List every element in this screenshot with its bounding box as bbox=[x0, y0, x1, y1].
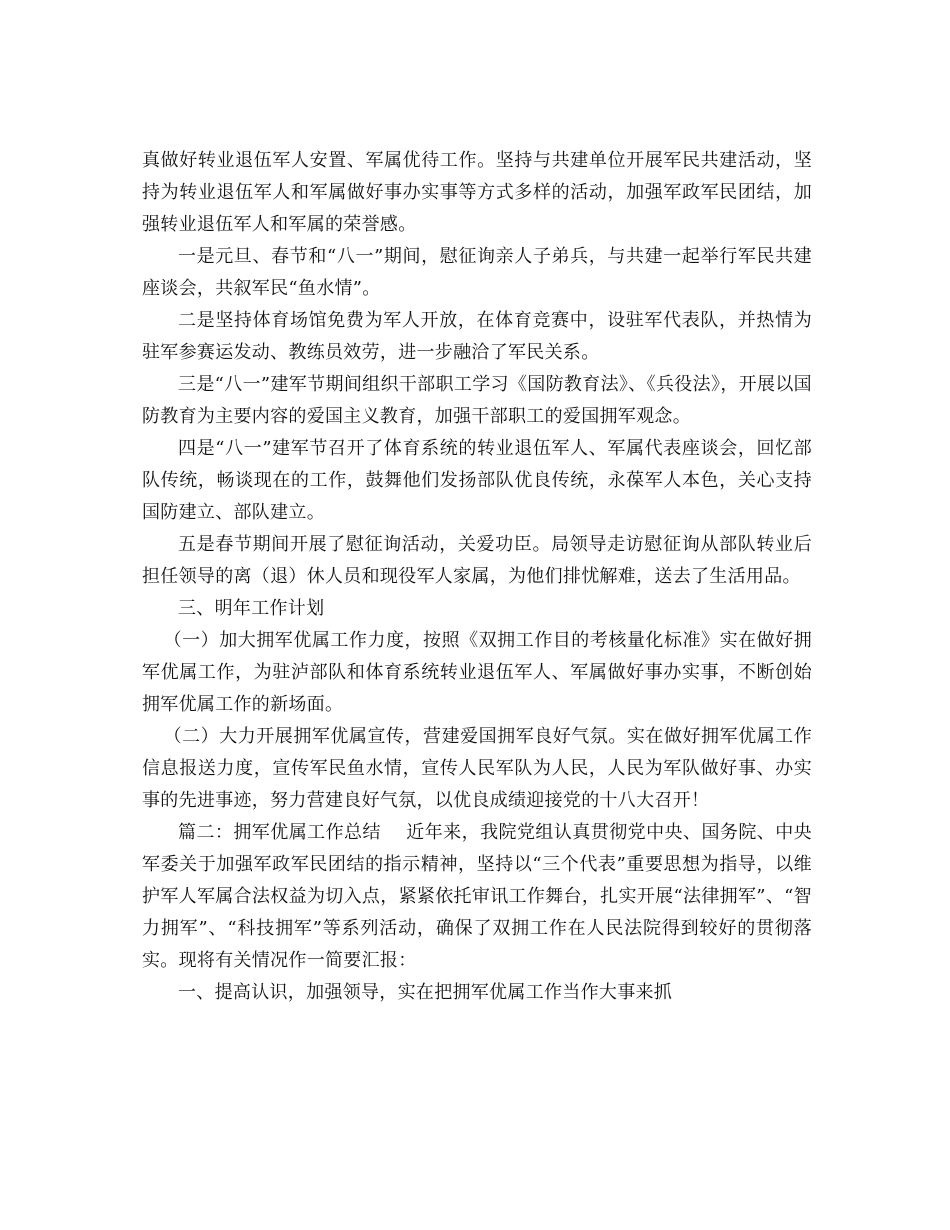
paragraph-item-2: 二是坚持体育场馆免费为军人开放，在体育竞赛中，设驻军代表队，并热情为驻军参赛运发动、教练员效劳，进一步融洽了军民关系。 bbox=[142, 310, 812, 363]
paragraph-item-5: 五是春节期间开展了慰征询活动，关爱功臣。局领导走访慰征询从部队转业后担任领导的离（退）休人员和现役军人家属，为他们排忧解难，送去了生活用品。 bbox=[142, 534, 812, 587]
part-two-title: 篇二：拥军优属工作总结 bbox=[178, 822, 381, 843]
part-two-intro: 近年来，我院党组认真贯彻党中央、国务院、中央军委关于加强军政军民团结的指示精神，坚持以“三个代表”重要思想为指导，以维护军人军属合法权益为切入点，紧紧依托审讯工作舞台，扎实开展“法律拥军”、“智力拥军”、“科技拥军”等系列活动，确保了双拥工作在人民法院得到较好的贯彻落实。现将有关情况作一简要汇报： bbox=[142, 822, 812, 971]
paragraph-plan-1: （一）加大拥军优属工作力度，按照《双拥工作目的考核量化标准》实在做好拥军优属工作，为驻泸部队和体育系统转业退伍军人、军属做好事办实事，不断创始拥军优属工作的新场面。 bbox=[142, 630, 812, 715]
section-heading-one: 一、提高认识，加强领导，实在把拥军优属工作当作大事来抓 bbox=[178, 982, 673, 1003]
document-body bbox=[142, 145, 812, 1009]
paragraph-item-1: 一是元旦、春节和“八一”期间，慰征询亲人子弟兵，与共建一起举行军民共建座谈会，共叙军民“鱼水情”。 bbox=[142, 246, 812, 299]
paragraph-continuation: 真做好转业退伍军人安置、军属优待工作。坚持与共建单位开展军民共建活动，坚持为转业退伍军人和军属做好事办实事等方式多样的活动，加强军政军民团结，加强转业退伍军人和军属的荣誉感。 bbox=[142, 150, 812, 235]
paragraph-item-4: 四是“八一”建军节召开了体育系统的转业退伍军人、军属代表座谈会，回忆部队传统，畅谈现在的工作，鼓舞他们发扬部队优良传统，永葆军人本色，关心支持国防建立、部队建立。 bbox=[142, 438, 812, 523]
section-heading-plan: 三、明年工作计划 bbox=[178, 598, 325, 619]
paragraph-part-two bbox=[142, 817, 812, 977]
paragraph-plan-2: （二）大力开展拥军优属宣传，营建爱国拥军良好气氛。实在做好拥军优属工作信息报送力度，宣传军民鱼水情，宣传人民军队为人民，人民为军队做好事、办实事的先进事迹，努力营建良好气氛，以优良成绩迎接党的十八大召开！ bbox=[142, 726, 812, 811]
paragraph-item-3: 三是“八一”建军节期间组织干部职工学习《国防教育法》、《兵役法》，开展以国防教育为主要内容的爱国主义教育，加强干部职工的爱国拥军观念。 bbox=[142, 374, 812, 427]
